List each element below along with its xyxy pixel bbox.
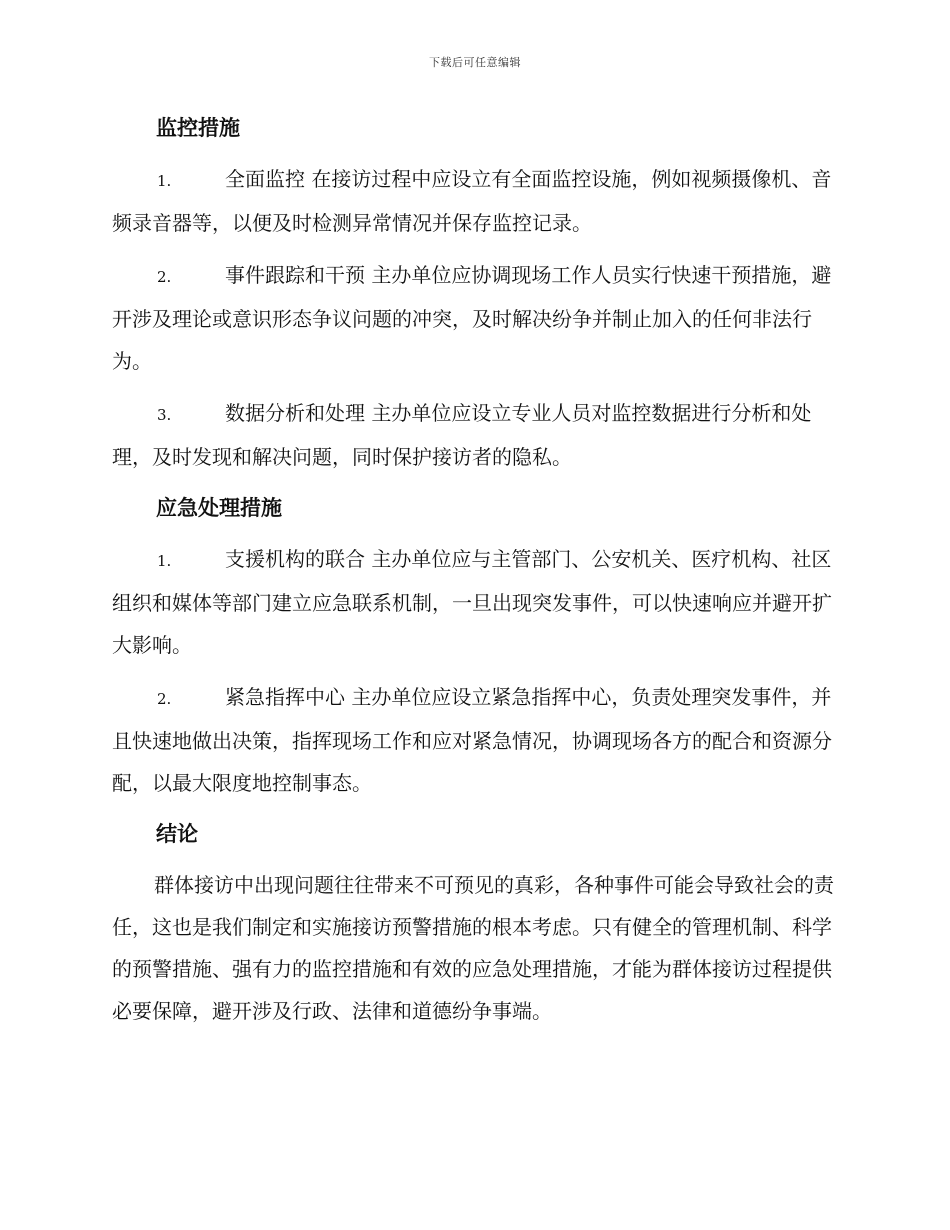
list-item <box>112 158 842 244</box>
section-heading-emergency: 应急处理措施 <box>156 495 282 520</box>
conclusion-paragraph: 群体接访中出现问题往往带来不可预见的真彩，各种事件可能会导致社会的责任，这也是我们制定和实施接访预警措施的根本考虑。只有健全的管理机制、科学的预警措施、强有力的监控措施和有效的应急处理措施，才能为群体接访过程提供必要保障，避开涉及行政、法律和道德纷争事端。 <box>112 873 834 1023</box>
list-number: 2. <box>157 690 172 708</box>
list-number: 3. <box>157 406 172 424</box>
list-item <box>112 676 842 804</box>
list-text: 数据分析和处理 主办单位应设立专业人员对监控数据进行分析和处理，及时发现和解决问题，同时保护接访者的隐私。 <box>112 401 812 469</box>
list-item <box>112 392 842 478</box>
list-text: 支援机构的联合 主办单位应与主管部门、公安机关、医疗机构、社区组织和媒体等部门建立应急联系机制，一旦出现突发事件，可以快速响应并避开扩大影响。 <box>112 547 832 657</box>
list-text: 紧急指挥中心 主办单位应设立紧急指挥中心，负责处理突发事件，并且快速地做出决策，指挥现场工作和应对紧急情况，协调现场各方的配合和资源分配，以最大限度地控制事态。 <box>112 685 832 795</box>
list-text: 全面监控 在接访过程中应设立有全面监控设施，例如视频摄像机、音频录音器等，以便及时检测异常情况并保存监控记录。 <box>112 167 832 235</box>
document-body <box>112 108 842 1032</box>
list-number: 1. <box>157 172 172 190</box>
page-header: 下载后可任意编辑 <box>429 56 521 69</box>
list-number: 1. <box>157 552 172 570</box>
list-item <box>112 254 842 382</box>
list-item <box>112 538 842 666</box>
list-text: 事件跟踪和干预 主办单位应协调现场工作人员实行快速干预措施，避开涉及理论或意识形态争议问题的冲突，及时解决纷争并制止加入的任何非法行为。 <box>112 263 832 373</box>
section-heading-conclusion: 结论 <box>156 821 198 846</box>
list-number: 2. <box>157 268 172 286</box>
section-heading-monitoring: 监控措施 <box>156 115 240 140</box>
